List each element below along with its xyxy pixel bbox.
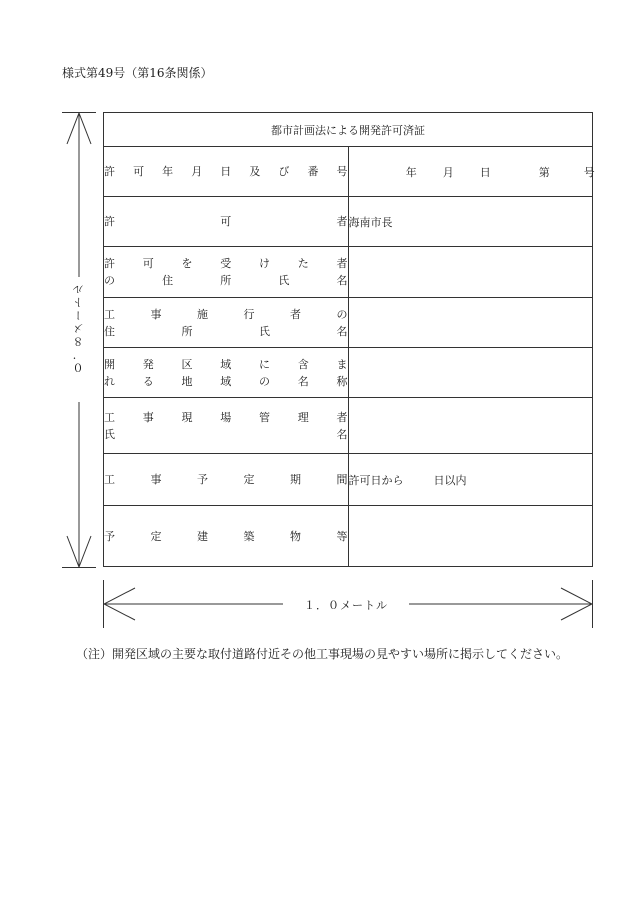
label-line-1: 工 事 現 場 管 理 者	[104, 410, 348, 424]
schedule-within: 日以内	[433, 473, 467, 487]
label-line-1: 許 可 を 受 け た 者	[104, 257, 348, 270]
label-permit-date-number	[104, 147, 349, 197]
year-mark: 年	[405, 165, 417, 179]
note-text: （注）開発区域の主要な取付道路付近その他工事現場の見やすい場所に掲示してください。	[76, 647, 569, 661]
label-line-1: 開 発 区 域 に 含 ま	[104, 357, 348, 371]
label-buildings	[104, 506, 349, 567]
value-area	[348, 348, 593, 398]
number-suffix: 号	[583, 165, 595, 179]
label-site-manager	[104, 398, 349, 454]
label-contractor	[104, 298, 349, 348]
label-permittee	[104, 247, 349, 298]
value-permittee	[348, 247, 593, 298]
schedule-from: 許可日から	[348, 473, 404, 487]
date-number-line	[349, 164, 593, 180]
month-mark: 月	[442, 165, 454, 179]
horizontal-dimension-label: １．０メートル	[291, 597, 401, 613]
horizontal-dimension	[103, 580, 593, 630]
form-number: 様式第49号（第16条関係）	[62, 66, 213, 80]
label-line: 許 可 者	[104, 215, 348, 228]
label-line: 許 可 年 月 日 及 び 番 号	[104, 165, 348, 178]
vertical-dimension	[62, 112, 96, 568]
value-permit-date-number	[348, 147, 593, 197]
value-contractor	[348, 298, 593, 348]
value-permitter: 海南市長	[348, 197, 593, 247]
label-area	[104, 348, 349, 398]
certificate-title: 都市計画法による開発許可済証	[104, 113, 593, 147]
value-buildings	[348, 506, 593, 567]
label-line-2: れ る 地 域 の 名 称	[104, 374, 348, 388]
label-line-2: 氏 名	[104, 427, 348, 441]
value-schedule	[348, 454, 593, 506]
vertical-dimension-label: ０．８メートル	[72, 282, 85, 373]
day-mark: 日	[479, 165, 491, 179]
label-line-1: 工 事 施 行 者 の	[104, 307, 348, 321]
label-line: 工 事 予 定 期 間	[104, 473, 348, 486]
label-permitter	[104, 197, 349, 247]
label-line-2: 住 所 氏 名	[104, 324, 348, 338]
number-prefix: 第	[538, 165, 550, 179]
label-schedule	[104, 454, 349, 506]
value-site-manager	[348, 398, 593, 454]
certificate-table	[103, 112, 593, 567]
label-line: 予 定 建 築 物 等	[104, 529, 348, 543]
label-line-2: の 住 所 氏 名	[104, 274, 348, 287]
